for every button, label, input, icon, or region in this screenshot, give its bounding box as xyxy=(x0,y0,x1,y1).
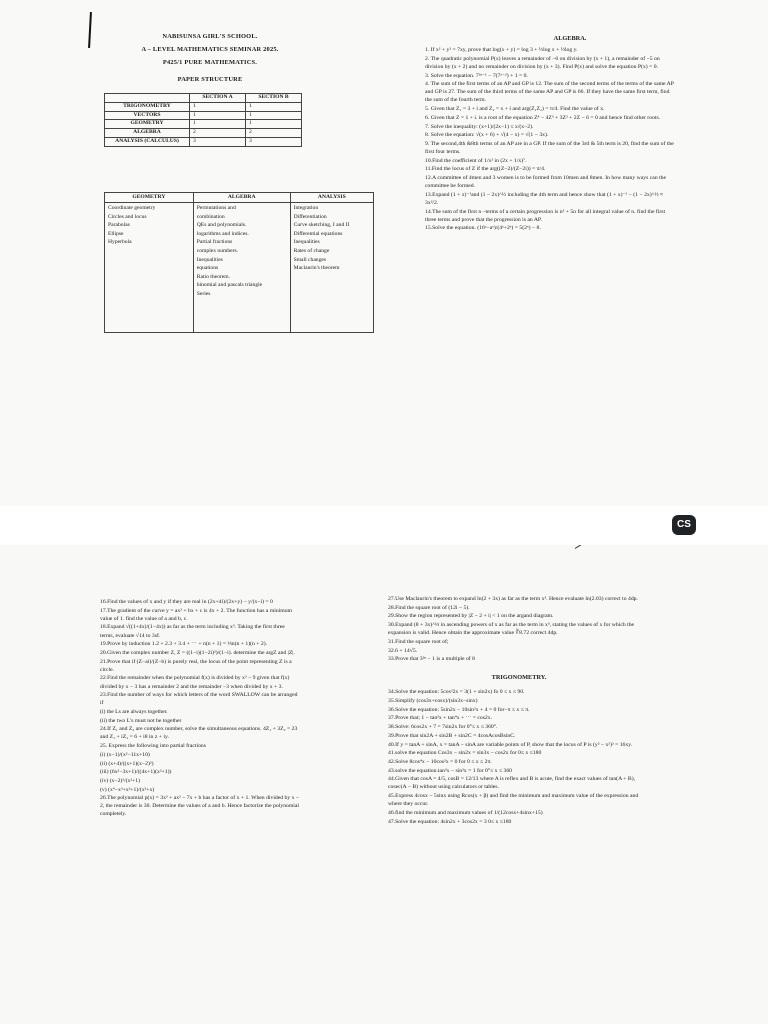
question-item: 29.Show the region represented by |Z − 2 + i| < 1 on the argand diagram. xyxy=(388,613,554,620)
question-item: 7. Solve the inequality: (x+1)/(2x−1) ≤ x/(x−2). xyxy=(425,123,534,130)
question-item: (iv) (x−2)²/(x²+1) xyxy=(100,777,140,784)
geometry-topic-item: Circles and locus xyxy=(108,213,147,220)
question-item: 22.Find the remainder when the polynomial f(x) is divided by x² − 9 given that f(x) divided by x − 3 has a remainder 2 and the remainder −3 when divided by x + 3. xyxy=(100,675,290,690)
question-item: 31.Find the square root of; xyxy=(388,638,449,645)
topic-cell: VECTORS xyxy=(105,111,190,120)
algebra-heading: ALGEBRA. xyxy=(553,35,587,42)
question-item: (i) (x−1)/(x²−11x+10) xyxy=(100,751,150,758)
table-row xyxy=(105,120,302,129)
question-item: 40.If y = tanA + sinA, x = tanA − sinA are variable points of P, show that the locus of P is (y² − x²)² = 16xy. xyxy=(388,741,633,748)
question-item: 12.A committee of 4men and 3 women is to be formed from 10men and 8men. In how many ways can the committee be formed. xyxy=(425,175,667,190)
algebra-topic-item: combination xyxy=(196,213,225,220)
algebra-topic-item: Series xyxy=(196,290,211,297)
section-b-cell: 1 xyxy=(246,102,302,111)
section-b-cell: 2 xyxy=(246,129,302,138)
topics-header-cell: GEOMETRY xyxy=(105,193,194,203)
algebra-topic-item: complex numbers. xyxy=(196,247,239,254)
question-item: (v) (x⁴−x³+x²+1)/(x³+x) xyxy=(100,786,155,793)
question-item: 34.Solve the equation: 5cos²2x = 3(1 + sin2x) fo 0 ≤ x ≤ 90. xyxy=(388,689,525,696)
topics-header-cell: ANALYSIS xyxy=(290,193,373,203)
algebra-topic-item: Permutations and xyxy=(196,205,236,211)
question-item: 44.Given that cosA = 4/5, cosB = 12/13 where A is reflex and B is acute, find the exact values of tan(A + B), cosec(A − B) without using calculators or tables. xyxy=(388,776,636,791)
table-row xyxy=(105,137,302,146)
structure-header-cell xyxy=(105,94,190,103)
question-item: 21.Prove that if (Z−ai)/(Z−b) is purely real, the locus of the point representing Z is a circle. xyxy=(100,658,292,673)
geometry-topic-item: Coordinate geometry xyxy=(108,205,156,211)
left-question-list xyxy=(100,598,300,819)
structure-header-cell: SECTION B xyxy=(246,94,302,103)
question-item: 8. Solve the equation: √(x + 6) + √(4 − x) = √(1 − 3x). xyxy=(425,132,549,139)
question-item: 35.Simplify (cos3x+cosx)/(sin3x−sinx) xyxy=(388,698,478,705)
question-item: 33.Prove that 3²ⁿ − 1 is a multiple of 8 xyxy=(388,656,475,663)
question-item: 38.Solve: 6cos2x + 7 = 7sin2x for 0°≤ x ≤ 360°. xyxy=(388,724,498,731)
algebra-topic-item: Ratio theorem. xyxy=(196,273,231,280)
question-item: 20.Given the complex number Z, Z = ((1−i)(1−2i)²)/(1−i). determine the argZ and |Z|. xyxy=(100,649,295,656)
question-item: 30.Expand (8 + 3x)^⅓ in ascending powers of x as far as the term in x³, stating the values of x for which the expansion is valid. Hence obtain the approximate value ∛8.72 correct 4dp. xyxy=(388,622,635,637)
question-item: 36.Solve the equation: 5sin2x − 10sin²x + 4 = 0 for−π ≤ x ≤ π. xyxy=(388,706,530,713)
question-item: 46.find the minimum and maximum values of 1/(12cosx+4sinx+15) xyxy=(388,809,543,816)
analysis-topic-item: Curve sketching, I and II xyxy=(293,222,350,229)
camscanner-badge: CS xyxy=(672,515,696,535)
algebra-topic-item: equations xyxy=(196,265,219,272)
analysis-topics xyxy=(290,203,373,300)
question-item: 41.solve the equation Cos3x − sin2x = sin3x − cos2x for 0≤ x ≤180 xyxy=(388,750,542,757)
pen-mark xyxy=(88,12,92,48)
geometry-topic-item: Ellipse xyxy=(108,230,124,237)
empty-cell xyxy=(105,300,194,333)
question-item: 27.Use Maclaurin's theorem to expand ln(2 + 3x) as far as the term x³. Hence evaluate ln(2.03) correct to 4dp. xyxy=(388,596,638,602)
question-item: 43.solve the equation.tan²x − sin²x = 1 for 0°≤ x ≤ 360 xyxy=(388,767,513,774)
table-row xyxy=(105,111,302,120)
question-item: (iii) (6x²−3x+1)/((4x+1)(x²+1)) xyxy=(100,769,172,776)
section-b-cell: 1 xyxy=(246,111,302,120)
analysis-topic-item: Differential equations xyxy=(293,230,343,237)
question-item: 1. If x² + y² = 7xy, prove that log(x + y) = log 3 + ½log x + ½log y. xyxy=(425,47,578,54)
question-item: 19.Prove by induction 1.2 + 2.3 + 3.4 + ⋯ + n(n + 1) = ⅓n(n + 1)(n + 2). xyxy=(100,641,268,648)
question-item: 10.Find the coefficient of 1/x² in (2x + 1/x)⁷. xyxy=(425,157,527,164)
analysis-topic-item: Rates of change xyxy=(293,247,330,254)
section-b-cell: 1 xyxy=(246,120,302,129)
section-a-cell: 3 xyxy=(190,137,246,146)
analysis-topic-item: Integration xyxy=(293,205,319,211)
question-item: 37.Prove that; 1 − tan²x + tan⁴x + ⋯ = cos2x. xyxy=(388,715,493,722)
algebra-topic-item: logarithms and indices. xyxy=(196,230,249,237)
question-item: 39.Prove that sin2A + sin2B + sin2C = 4cosAcosBsinC. xyxy=(388,732,516,739)
empty-cell xyxy=(290,300,373,333)
question-item: (i) the Ls are always together. xyxy=(100,708,168,715)
question-item: 47.Solve the equation: 4sin2x + 3cos2x = 3 0≤ x ≤180 xyxy=(388,818,512,825)
question-item: 18.Expand √((1+4x)/(1−4x)) as far as the term including x³. Taking the first three terms, evaluate √14 to 3sf. xyxy=(100,624,285,639)
question-item: 42.Solve 8cos⁴x − 10cos²x = 0 for 0 ≤ x ≤ 2π. xyxy=(388,758,492,765)
question-item: 24.If Z₁ and Z₂ are complex number, solve the simultaneous equations. 4Z₁ + 3Z₂ = 23 and Z₁ + iZ₂ = 6 + i8 in z + iy. xyxy=(100,726,298,741)
trigonometry-question-list xyxy=(388,688,650,825)
geometry-topic-item: Parabolas xyxy=(108,222,130,229)
structure-table xyxy=(104,93,302,147)
school-name: NABISUNSA GIRL'S SCHOOL. xyxy=(162,33,258,40)
right-question-list xyxy=(388,595,650,663)
question-item: 3. Solve the equation. 7²ˣ⁻¹ − 7(7ˣ⁻²) + 1 = 0. xyxy=(425,72,528,79)
algebra-topic-item: binomial and pascals triangle xyxy=(196,282,263,289)
question-item: 17.The gradient of the curve y = ax² + bx + c is 4x + 2. The function has a minimum value of 1. find the value of a and b, c. xyxy=(100,607,292,622)
page-edge-line xyxy=(575,545,715,549)
question-item: 45.Express 4cosx − 5sinx using Rcos(x + β) and find the minimum and maximum value of the expression and where they occur. xyxy=(388,793,639,808)
question-item: 13.Expand (1 + x)⁻¹and (1 − 2x)^½ including the 4th term and hence show that (1 + x)⁻¹ − (1 − 2x)^½ ≈ 3x²/2. xyxy=(425,191,664,206)
question-item: 23.Find the number of ways for which letters of the word SWALLOW can be arranged if xyxy=(100,692,298,707)
question-item: 2. The quadratic polynomial P(x) leaves a remainder of −6 on division by (x + 1), a remainder of −5 on division by (x + 2) and no remainder on division by (x + 3). Find P(x) and solve the equation P(x) = 0. xyxy=(425,55,660,70)
right-question-column xyxy=(388,595,650,826)
section-b-cell: 3 xyxy=(246,137,302,146)
topics-header-row xyxy=(105,193,374,203)
section-a-cell: 2 xyxy=(190,129,246,138)
algebra-question-list xyxy=(425,46,675,232)
algebra-column xyxy=(425,33,675,233)
algebra-topic-item: Inequalities xyxy=(196,256,223,263)
geometry-topics xyxy=(105,203,194,300)
question-item: 26.The polynomial p(x) = 3x³ + ax² − 7x + b has a factor of x + 1. When divided by x − 2, the remainder is 30. Determine the values of a and b. Hence factorize the polynomial completely. xyxy=(100,795,300,818)
algebra-topic-list xyxy=(197,204,287,299)
algebra-topic-item: QEs and polynomials. xyxy=(196,222,247,229)
structure-title: PAPER STRUCTURE xyxy=(177,76,243,83)
section-a-cell: 1 xyxy=(190,120,246,129)
question-item: 15.Solve the equation. (16ˣ−aˣ)/(4ˣ+2ˣ) = 5(2ˣ) − 8. xyxy=(425,225,541,232)
question-item: (ii) (x+4)/((x+1)(x−2)²) xyxy=(100,760,154,767)
topic-cell: GEOMETRY xyxy=(105,120,190,129)
topics-table xyxy=(104,192,374,333)
scanned-page-2 xyxy=(0,545,768,1024)
table-row xyxy=(105,129,302,138)
topics-empty-row xyxy=(105,300,374,333)
question-item: 5. Given that Z₁ = 3 + i and Z₂ = x + i and arg(Z₁Z₂) = π/4. Find the value of x. xyxy=(425,106,605,113)
paper-title: P425/1 PURE MATHEMATICS. xyxy=(162,59,258,66)
algebra-topic-item: Partial fractions xyxy=(196,239,233,246)
left-question-column xyxy=(100,598,300,819)
question-item: 11.Find the locus of Z if the arg((Z−2)/(Z−2i)) = π/4. xyxy=(425,166,546,173)
empty-cell xyxy=(193,300,290,333)
question-item: 14.The sum of the first n –terms of a certain progression is n² + 5n for all integral value of n. find the first three terms and prove that the progression is an AP. xyxy=(425,208,666,223)
topic-cell: ANALYSIS (CALCULUS) xyxy=(105,137,190,146)
scanned-page-1 xyxy=(0,0,768,506)
page-gap xyxy=(0,506,768,545)
topics-header-cell: ALGEBRA xyxy=(193,193,290,203)
question-item: 16.Find the values of x and y if they are real in (2x+4i)/(2x+y) − y/(x−i) = 0 xyxy=(100,599,273,605)
topic-cell: ALGEBRA xyxy=(105,129,190,138)
seminar-title: A – LEVEL MATHEMATICS SEMINAR 2025. xyxy=(141,46,279,53)
topic-cell: TRIGONOMETRY xyxy=(105,102,190,111)
analysis-topic-item: Small changes xyxy=(293,256,327,263)
section-a-cell: 1 xyxy=(190,111,246,120)
question-item: 28.Find the square root of (12i − 5). xyxy=(388,604,470,611)
question-item: 6. Given that Z = 1 + i. is a root of the equation Z⁴ − 4Z³ + 3Z² + 2Z − 6 = 0 and hence find other roots. xyxy=(425,114,661,121)
trigonometry-heading: TRIGONOMETRY. xyxy=(491,674,547,682)
question-item: 4. The sum of the first terms of an AP and GP is 12. The sum of the second terms of the terms of the same AP and GP is 27. The sum of the third terms of the same AP and GP is 66. If they have the same first term, find the sum of the fourth term. xyxy=(425,81,674,104)
algebra-topics xyxy=(193,203,290,300)
analysis-topic-item: Inequalities xyxy=(293,239,320,246)
analysis-topic-item: Differentiation xyxy=(293,213,327,220)
structure-header-cell: SECTION A xyxy=(190,94,246,103)
question-item: 25. Express the following into partial fractions xyxy=(100,743,206,750)
topics-body-row xyxy=(105,203,374,300)
geometry-topic-item: Hyperbola xyxy=(108,239,132,246)
question-item: 32.6 + 14√5. xyxy=(388,647,418,654)
question-item: 9. The second,4th &8th terms of an AP are in a GP. If the sum of the 3rd & 5th term is 20, find the sum of the first four terms. xyxy=(425,140,674,155)
structure-header-row xyxy=(105,94,302,103)
analysis-topic-item: Maclaurin's theorem xyxy=(293,265,340,272)
analysis-topic-list xyxy=(294,204,370,273)
table-row xyxy=(105,102,302,111)
geometry-topic-list xyxy=(108,204,190,247)
section-a-cell: 1 xyxy=(190,102,246,111)
question-item: (ii) the two L's must not be together xyxy=(100,717,182,724)
